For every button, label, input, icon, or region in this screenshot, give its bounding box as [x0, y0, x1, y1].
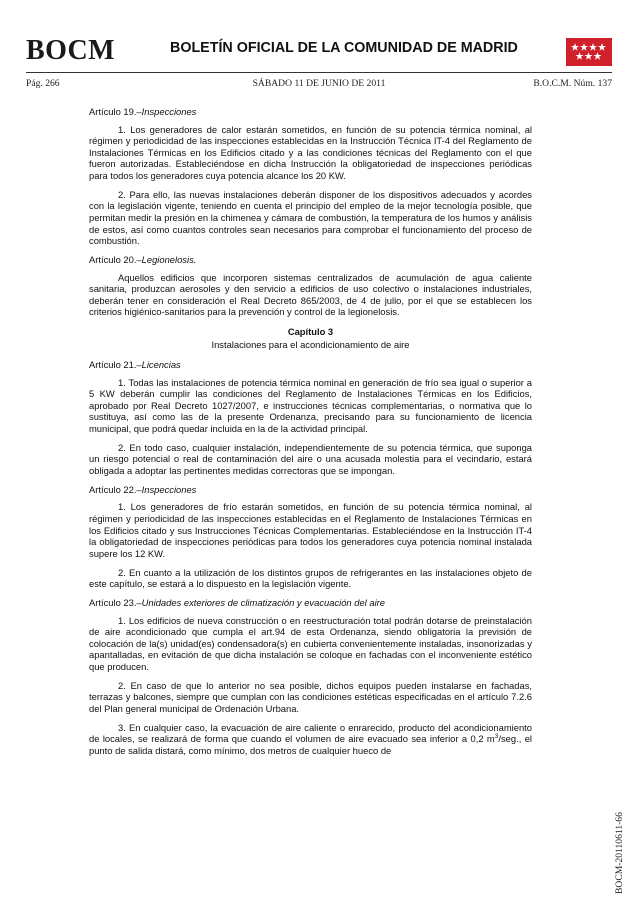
article-23-title: Artículo 23.– — [89, 596, 142, 608]
article-21-paragraph-2: 2. En todo caso, cualquier instalación, independientemente de su potencia térmica, que suponga un riesgo potencial o real de contaminación del aire o una acusada molestia para el vecindario, estará obligada a adoptar las pertinentes medidas correctoras que se impongan. — [89, 441, 532, 476]
chapter-heading: Capítulo 3 — [287, 325, 334, 337]
article-22-title: Artículo 22.– — [89, 483, 142, 495]
article-19-heading — [89, 106, 532, 118]
article-20-heading — [89, 254, 532, 266]
article-22-subtitle: Inspecciones — [141, 483, 197, 495]
header-rule — [26, 72, 612, 73]
article-21-subtitle: Licencias — [141, 359, 181, 371]
article-19-subtitle: Inspecciones — [141, 106, 197, 117]
article-21-title: Artículo 21.– — [89, 359, 142, 371]
article-23-paragraph-2: 2. En caso de que lo anterior no sea posible, dichos equipos pueden instalarse en fachadas, terrazas y balcones, siempre que cumplan con las condiciones estéticas especificadas en el artículo 7.2.6 del Plan general municipal de Ordenación Urbana. — [89, 679, 532, 714]
article-19-title: Artículo 19.– — [89, 106, 142, 117]
article-22-heading — [89, 484, 532, 496]
madrid-flag-icon — [566, 38, 612, 66]
bocm-logo: BOCM — [26, 35, 116, 66]
cubic-superscript: 3 — [494, 733, 499, 741]
article-21-paragraph-1: 1. Todas las instalaciones de potencia térmica nominal en generación de frío sea igual o superior a 5 KW deberán cumplir las condiciones del Reglamento de Instalaciones Térmicas en los Edificios, aprobado por Real Decreto 1027/2007, e instrucciones técnicas complementarias, o normativa que lo sustituya, así como las de la presente Ordenanza, precisando para su funcionamiento de licencia municipal, que podrá quedar incluida en la de la actividad principal. — [89, 376, 532, 435]
article-22-paragraph-2: 2. En cuanto a la utilización de los distintos grupos de refrigerantes en las instalaciones objeto de este capítulo, se estará a lo dispuesto en la legislación vigente. — [89, 566, 532, 590]
journal-title: BOLETÍN OFICIAL DE LA COMUNIDAD DE MADRID — [170, 40, 518, 56]
article-23-subtitle: Unidades exteriores de climatización y evacuación del aire — [141, 596, 385, 608]
article-23-paragraph-3-text-b: /seg., el punto de salida distará, como mínimo, dos metros de cualquier hueco de — [89, 733, 532, 756]
article-22-paragraph-1: 1. Los generadores de frío estarán sometidos, en función de su potencia térmica nominal, al régimen y periodicidad de las inspecciones establecidas en el Reglamento de Instalaciones Térmicas en los Edificios citado y sus Instrucciones Técnicas Complementarias. Estableciéndose en la Instrucción IT-4 la obligatoriedad de inspecciones periódicas para todos los generadores cuya potencia nominal instalada supere los 12 KW. — [89, 501, 532, 559]
article-19-paragraph-1: 1. Los generadores de calor estarán sometidos, en función de su potencia térmica nominal, al régimen y periodicidad de las inspecciones establecidas en la Instrucción Técnica IT-4 del Reglamento de Instalaciones Térmicas en los Edificios citado y a las condiciones técnicas del Reglamento con el que fueron autorizadas. Estableciéndose en dicha Instrucción la obligatoriedad de inspecciones periódicas para todos los generadores cuya potencia alcance los 20 KW. — [89, 123, 532, 181]
article-20-title: Artículo 20.– — [89, 253, 142, 265]
article-23-heading — [89, 597, 532, 609]
issue-date: SÁBADO 11 DE JUNIO DE 2011 — [252, 78, 386, 89]
article-23-paragraph-1: 1. Los edificios de nueva construcción o en reestructuración total podrán dotarse de preinstalación de aire acondicionado que cumpla el art.94 de esta Ordenanza, siendo obligatoria la previsión de colocación de la(s) unidad(es) condensadora(s) en cubierta convenientemente instaladas, insonorizadas y apantalladas, en evitación de que dicha instalación se coloque en fachadas con el inconveniente estético que producen. — [89, 614, 532, 672]
page-number: Pág. 266 — [26, 78, 60, 89]
chapter-title: Instalaciones para el acondicionamiento de aire — [211, 339, 410, 351]
issue-number: B.O.C.M. Núm. 137 — [533, 78, 612, 89]
article-20-subtitle: Legionelosis. — [141, 253, 197, 265]
document-body — [89, 106, 532, 764]
article-20-paragraph-1: Aquellos edificios que incorporen sistemas centralizados de acumulación de agua caliente sanitaria, produzcan aerosoles y den servicio a edificios de uso colectivo o instalaciones industriales, deberán tener en consideración el Real Decreto 865/2003, de 4 de julio, por el que se establecen los criterios higiénico-sanitarios para la prevención y control de la legionelosis. — [89, 271, 532, 318]
article-23-paragraph-3 — [89, 722, 532, 757]
article-21-heading — [89, 359, 532, 371]
article-19-paragraph-2: 2. Para ello, las nuevas instalaciones deberán disponer de los dispositivos adecuados y acordes con la legislación vigente, teniendo en cuenta el principio del empleo de la mejor tecnología posible, que permitan medir la presión en la chimenea y cámara de combustión, la temperatura de los humos y análisis de estos, así como cuantos controles sean necesarios para comprobar el funcionamiento del proceso de combustión. — [89, 188, 532, 247]
article-23-paragraph-3-text-a: 3. En cualquier caso, la evacuación de aire caliente o enrarecido, producto del acondicionamiento de locales, se realizará de forma que cuando el volumen de aire evacuado sea inferior a 0,2 m — [89, 721, 532, 745]
document-code: BOCM-20110611-66 — [614, 812, 625, 894]
